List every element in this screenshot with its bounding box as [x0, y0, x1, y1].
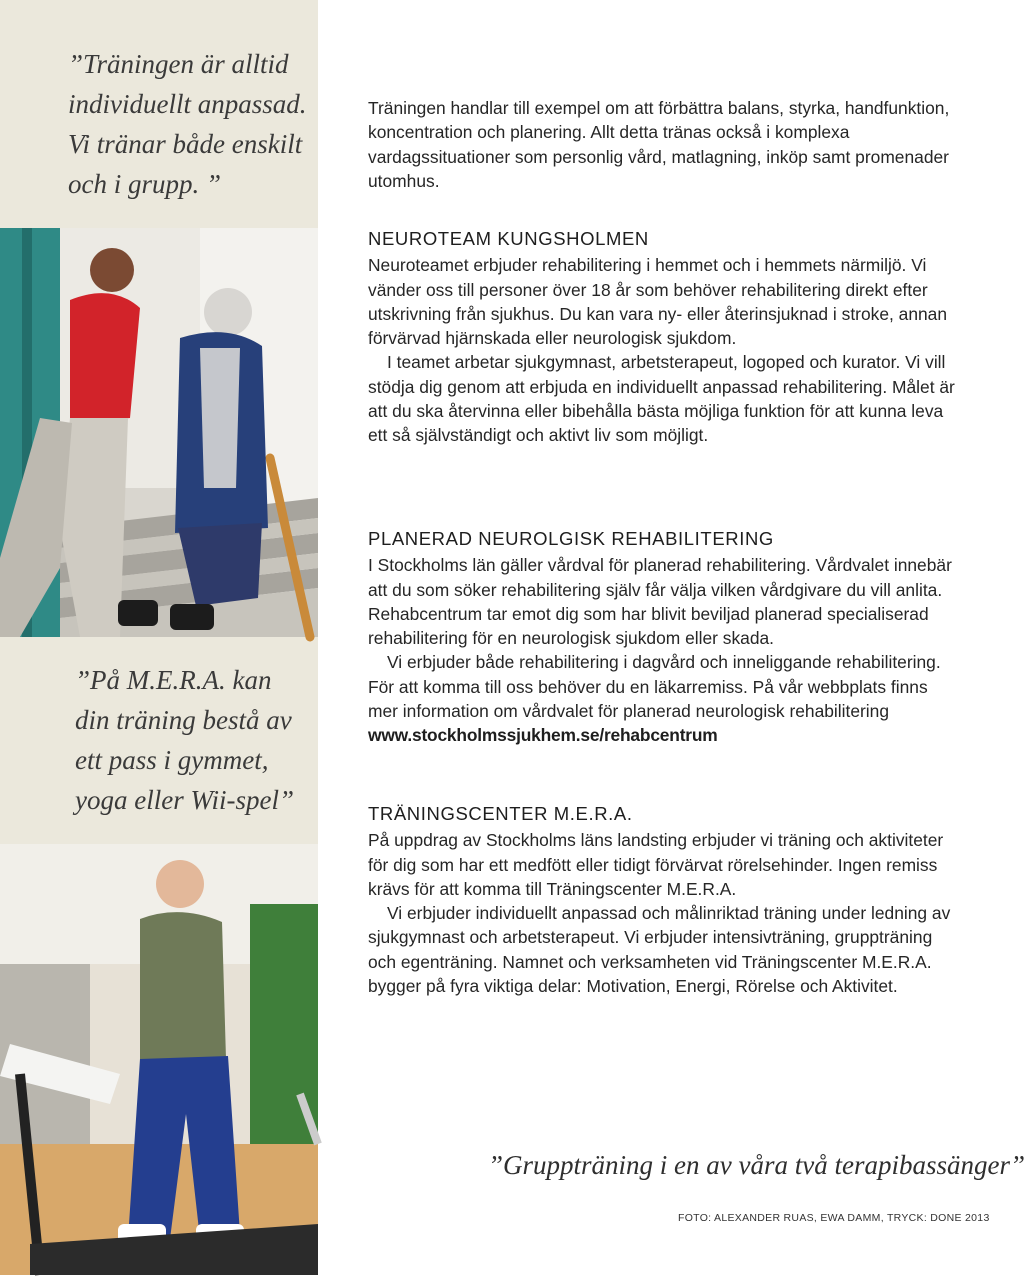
- gym-photo-illustration: [0, 844, 318, 1275]
- photo-treadmill-gym: [0, 844, 318, 1275]
- section-paragraph: Vi erbjuder individuellt anpassad och målinriktad träning under ledning av sjukgymnast och arbetsterapeut. Vi erbjuder intensivträning, gruppträning och egenträning. Namnet och verksamheten vid Träningscenter M.E.R.A. bygger på fyra viktiga delar: Motivation, Energi, Rörelse och Aktivitet.: [368, 903, 951, 997]
- photo-stair-training: [0, 228, 318, 637]
- quote-line: ett pass i gymmet,: [75, 745, 269, 775]
- quote-line: ”Träningen är alltid: [68, 49, 289, 79]
- quote-line: din träning bestå av: [75, 705, 292, 735]
- quote-line: Vi tränar både enskilt: [68, 129, 303, 159]
- pull-quote-middle: [75, 660, 294, 820]
- website-link[interactable]: www.stockholmssjukhem.se/rehabcentrum: [368, 725, 718, 746]
- intro-paragraph: Träningen handlar till exempel om att förbättra balans, styrka, handfunktion, koncentration och planering. Allt detta tränas också i komplexa vardagssituationer som personlig vård, matlagning, inköp samt promenader utomhus.: [368, 98, 950, 191]
- stair-photo-illustration: [0, 228, 318, 637]
- section-heading: TRÄNINGSCENTER M.E.R.A.: [368, 803, 633, 824]
- section-paragraph: Neuroteamet erbjuder rehabilitering i hemmet och i hemmets närmiljö. Vi vänder oss till personer över 18 år som behöver rehabilitering direkt efter utskrivning från sjukhus. Du kan vara ny- eller återinsjuknad i stroke, annan förvärvad hjärnskada eller neurologisk sjukdom.: [368, 255, 948, 349]
- section-paragraph: [368, 650, 958, 747]
- section-heading: NEUROTEAM KUNGSHOLMEN: [368, 228, 649, 249]
- quote-line: ”På M.E.R.A. kan: [75, 665, 272, 695]
- caption-quote: ”Gruppträning i en av våra två terapibassänger”: [488, 1150, 1025, 1180]
- section-mera: [368, 802, 958, 998]
- quote-line: och i grupp. ”: [68, 169, 222, 199]
- paragraph-text: Vi erbjuder både rehabilitering i dagvård och inneliggande rehabilitering. För att komma till oss behöver du en läkarremiss. På vår webbplats finns mer information om vårdvalet för planerad neurologisk rehabilitering: [368, 652, 941, 722]
- section-heading: PLANERAD NEUROLGISK REHABILITERING: [368, 528, 774, 549]
- pull-quote-top: [68, 44, 307, 204]
- section-neuroteam: [368, 227, 958, 448]
- quote-line: individuellt anpassad.: [68, 89, 307, 119]
- section-paragraph: I Stockholms län gäller vårdval för planerad rehabilitering. Vårdvalet innebär att du som söker rehabilitering själv får välja vilken vårdgivare du vill anlita. Rehabcentrum tar emot dig som har blivit beviljad planerad specialiserad rehabilitering för en neurologisk sjukdom eller skada.: [368, 555, 952, 649]
- photo-credit: FOTO: ALEXANDER RUAS, EWA DAMM, TRYCK: DONE 2013: [678, 1212, 990, 1224]
- main-text-column: [368, 96, 958, 193]
- quote-line: yoga eller Wii-spel”: [75, 785, 294, 815]
- section-planerad: [368, 527, 958, 748]
- section-paragraph: I teamet arbetar sjukgymnast, arbetsterapeut, logoped och kurator. Vi vill stödja dig genom att erbjuda en individuellt anpassad rehabilitering. Målet är att du ska återvinna eller bibehålla bästa möjliga funktion för att kunna leva ett så självständigt och aktivt liv som möjligt.: [368, 352, 955, 446]
- section-paragraph: På uppdrag av Stockholms läns landsting erbjuder vi träning och aktiviteter för dig som har ett medfött eller tidigt förvärvat rörelsehinder. Ingen remiss krävs för att komma till Träningscenter M.E.R.A.: [368, 830, 944, 899]
